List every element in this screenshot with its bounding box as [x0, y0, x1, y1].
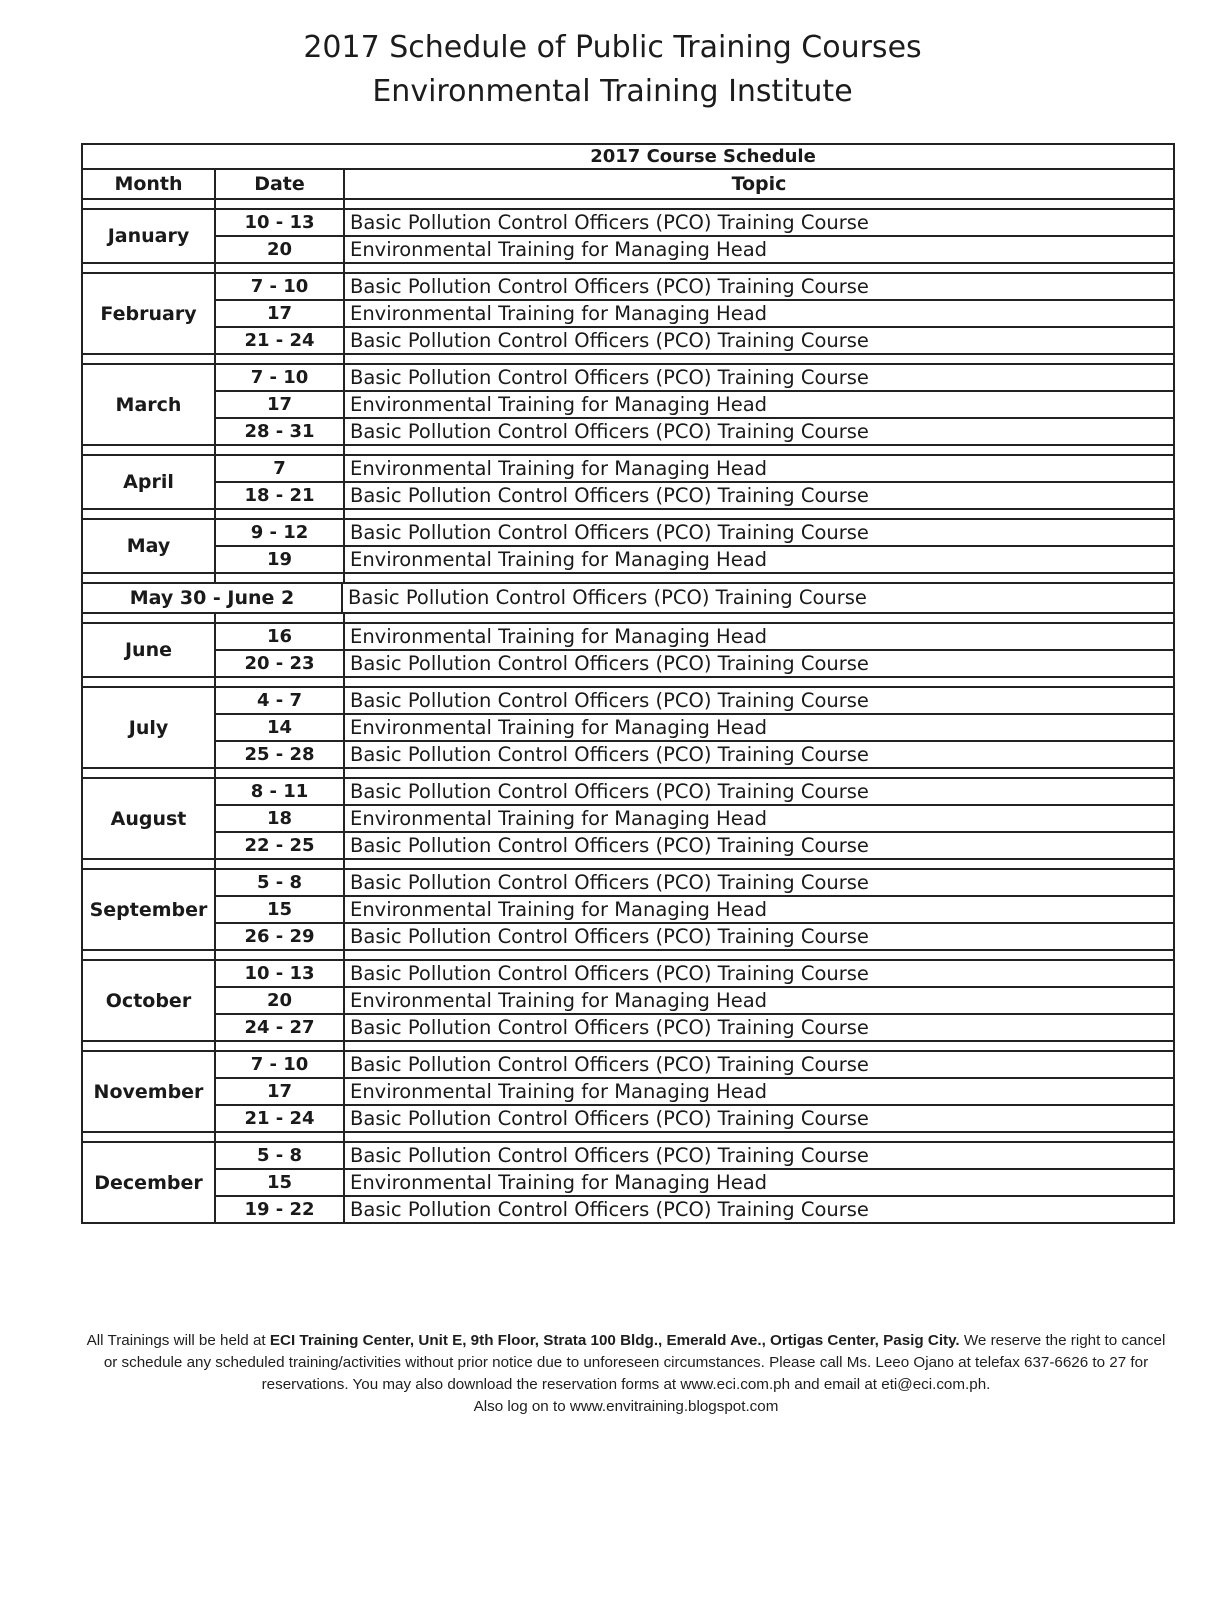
topic-cell: Basic Pollution Control Officers (PCO) Training Course [350, 420, 869, 443]
month-block [83, 779, 1173, 860]
month-block [83, 456, 1173, 510]
spacer-cell [83, 769, 216, 777]
spacer-row [83, 510, 1173, 520]
date-cell: 28 - 31 [216, 419, 345, 444]
spacer-cell [83, 678, 216, 686]
month-rows [216, 520, 1173, 572]
spacer-cell [345, 574, 1173, 582]
table-row [216, 897, 1173, 924]
date-cell: 21 - 24 [216, 1106, 345, 1131]
topic-cell: Basic Pollution Control Officers (PCO) Training Course [350, 1016, 869, 1039]
topic-cell: Environmental Training for Managing Head [350, 393, 768, 416]
topic-cell: Basic Pollution Control Officers (PCO) Training Course [350, 275, 869, 298]
spacer-cell [216, 510, 345, 518]
month-rows [216, 1143, 1173, 1222]
date-cell: 15 [216, 1170, 345, 1195]
spacer-cell [216, 1133, 345, 1141]
table-row [216, 237, 1173, 262]
date-cell: 10 - 13 [216, 210, 345, 235]
table-row [216, 520, 1173, 547]
date-cell: 8 - 11 [216, 779, 345, 804]
date-cell: 7 - 10 [216, 274, 345, 299]
spacer-row [83, 614, 1173, 624]
table-row [216, 328, 1173, 353]
spacer-cell [345, 355, 1173, 363]
month-block [83, 961, 1173, 1042]
topic-cell: Basic Pollution Control Officers (PCO) Training Course [350, 521, 869, 544]
table-row [216, 365, 1173, 392]
page-title: 2017 Schedule of Public Training Courses [303, 30, 922, 65]
table-row [216, 988, 1173, 1015]
topic-cell: Environmental Training for Managing Head [350, 898, 768, 921]
spacer-cell [345, 1042, 1173, 1050]
spacer-cell [216, 355, 345, 363]
topic-cell: Basic Pollution Control Officers (PCO) Training Course [350, 366, 869, 389]
topic-cell: Basic Pollution Control Officers (PCO) Training Course [350, 1198, 869, 1221]
month-rows [216, 688, 1173, 767]
month-rows [216, 1052, 1173, 1131]
table-row [216, 924, 1173, 949]
spacer-row [83, 1133, 1173, 1143]
topic-cell: Basic Pollution Control Officers (PCO) Training Course [350, 834, 869, 857]
spacer-row [83, 860, 1173, 870]
spacer-cell [345, 264, 1173, 272]
spacer-cell [83, 614, 216, 622]
month-block [83, 210, 1173, 264]
table-row [216, 1052, 1173, 1079]
month-rows [216, 274, 1173, 353]
topic-cell: Environmental Training for Managing Head [350, 1171, 768, 1194]
topic-cell: Environmental Training for Managing Head [350, 989, 768, 1012]
month-block [83, 688, 1173, 769]
date-cell: 7 - 10 [216, 1052, 345, 1077]
topic-cell: Basic Pollution Control Officers (PCO) Training Course [350, 1053, 869, 1076]
spacer-row [83, 951, 1173, 961]
month-block [83, 624, 1173, 678]
column-header-date: Date [216, 170, 345, 198]
spacer-cell [83, 574, 216, 582]
table-row [216, 1079, 1173, 1106]
table-row [216, 715, 1173, 742]
spacer-cell [83, 1133, 216, 1141]
month-rows [216, 624, 1173, 676]
spacer-row [83, 355, 1173, 365]
month-label: February [83, 274, 216, 353]
month-label: October [83, 961, 216, 1040]
spacer-row [83, 574, 1173, 584]
spacer-row [83, 769, 1173, 779]
table-row [216, 779, 1173, 806]
topic-cell: Basic Pollution Control Officers (PCO) Training Course [350, 211, 869, 234]
spacer-row [83, 678, 1173, 688]
topic-cell: Basic Pollution Control Officers (PCO) Training Course [348, 586, 867, 609]
date-cell: 4 - 7 [216, 688, 345, 713]
month-label: March [83, 365, 216, 444]
spacer-cell [83, 200, 216, 208]
spacer-cell [83, 951, 216, 959]
table-row [216, 419, 1173, 444]
schedule-table [81, 143, 1175, 1224]
table-row [216, 547, 1173, 572]
month-label: April [83, 456, 216, 508]
spacer-cell [345, 200, 1173, 208]
topic-cell: Environmental Training for Managing Head [350, 625, 768, 648]
date-cell: 17 [216, 301, 345, 326]
topic-cell: Environmental Training for Managing Head [350, 238, 768, 261]
topic-cell: Basic Pollution Control Officers (PCO) Training Course [350, 484, 869, 507]
table-caption: 2017 Course Schedule [83, 145, 1173, 170]
date-cell: 16 [216, 624, 345, 649]
spacer-cell [83, 264, 216, 272]
date-cell: 17 [216, 392, 345, 417]
date-cell: 7 [216, 456, 345, 481]
table-row [216, 1143, 1173, 1170]
month-rows [216, 210, 1173, 262]
date-cell: 19 [216, 547, 345, 572]
month-label: September [83, 870, 216, 949]
topic-cell: Basic Pollution Control Officers (PCO) Training Course [350, 925, 869, 948]
topic-cell: Basic Pollution Control Officers (PCO) Training Course [350, 780, 869, 803]
table-row [216, 870, 1173, 897]
spacer-cell [345, 1133, 1173, 1141]
topic-cell: Basic Pollution Control Officers (PCO) Training Course [350, 1144, 869, 1167]
month-rows [216, 870, 1173, 949]
date-cell: 5 - 8 [216, 1143, 345, 1168]
spacer-cell [216, 574, 345, 582]
table-row [216, 624, 1173, 651]
spacer-cell [216, 446, 345, 454]
topic-cell: Environmental Training for Managing Head [350, 457, 768, 480]
spacer-cell [345, 678, 1173, 686]
spacer-cell [216, 1042, 345, 1050]
topic-cell: Basic Pollution Control Officers (PCO) Training Course [350, 871, 869, 894]
topic-cell: Environmental Training for Managing Head [350, 548, 768, 571]
spacer-cell [345, 860, 1173, 868]
month-block [83, 520, 1173, 574]
table-body [83, 200, 1173, 1222]
date-cell: 20 [216, 988, 345, 1013]
topic-cell: Environmental Training for Managing Head [350, 302, 768, 325]
footer-venue: ECI Training Center, Unit E, 9th Floor, Strata 100 Bldg., Emerald Ave., Ortigas Center, Pasig City. [269, 1332, 960, 1349]
column-header-month: Month [83, 170, 216, 198]
date-cell: 10 - 13 [216, 961, 345, 986]
spacer-cell [83, 446, 216, 454]
spacer-cell [216, 614, 345, 622]
footer-last-line: Also log on to www.envitraining.blogspot.com [473, 1398, 779, 1415]
month-label: August [83, 779, 216, 858]
spacer-cell [345, 769, 1173, 777]
spacer-cell [216, 860, 345, 868]
table-row [216, 1106, 1173, 1131]
date-cell: 20 - 23 [216, 651, 345, 676]
month-label: May [83, 520, 216, 572]
date-cell: 17 [216, 1079, 345, 1104]
date-cell: 18 [216, 806, 345, 831]
topic-cell: Basic Pollution Control Officers (PCO) Training Course [350, 689, 869, 712]
topic-cell: Basic Pollution Control Officers (PCO) Training Course [350, 329, 869, 352]
spacer-cell [345, 951, 1173, 959]
footer-prefix: All Trainings will be held at [86, 1332, 270, 1349]
table-row [216, 833, 1173, 858]
spacer-cell [83, 510, 216, 518]
topic-cell: Basic Pollution Control Officers (PCO) Training Course [350, 652, 869, 675]
month-block [83, 1143, 1173, 1222]
spacer-cell [83, 860, 216, 868]
spacer-row [83, 446, 1173, 456]
month-label: July [83, 688, 216, 767]
month-block [83, 365, 1173, 446]
table-row [216, 210, 1173, 237]
date-cell: 21 - 24 [216, 328, 345, 353]
table-row [216, 274, 1173, 301]
month-rows [216, 365, 1173, 444]
spacer-cell [345, 614, 1173, 622]
topic-cell: Basic Pollution Control Officers (PCO) Training Course [350, 743, 869, 766]
topic-cell: Basic Pollution Control Officers (PCO) Training Course [350, 962, 869, 985]
date-cell: 9 - 12 [216, 520, 345, 545]
topic-cell: Basic Pollution Control Officers (PCO) Training Course [350, 1107, 869, 1130]
spacer-cell [83, 1042, 216, 1050]
month-rows [216, 779, 1173, 858]
table-row [216, 456, 1173, 483]
spacer-row [83, 1042, 1173, 1052]
spacer-cell [216, 200, 345, 208]
column-header-topic: Topic [731, 173, 787, 195]
table-row [216, 483, 1173, 508]
topic-cell: Environmental Training for Managing Head [350, 716, 768, 739]
table-row [216, 742, 1173, 767]
table-row [216, 392, 1173, 419]
date-cell: 15 [216, 897, 345, 922]
spacer-cell [216, 264, 345, 272]
month-label: June [83, 624, 216, 676]
table-row [216, 1197, 1173, 1222]
month-block [83, 1052, 1173, 1133]
page-subtitle: Environmental Training Institute [372, 74, 853, 109]
table-row [216, 688, 1173, 715]
date-span-cell: May 30 - June 2 [83, 584, 343, 612]
topic-cell: Environmental Training for Managing Head [350, 1080, 768, 1103]
table-row [216, 301, 1173, 328]
month-label: December [83, 1143, 216, 1222]
date-cell: 25 - 28 [216, 742, 345, 767]
month-rows [216, 456, 1173, 508]
date-cell: 20 [216, 237, 345, 262]
date-cell: 18 - 21 [216, 483, 345, 508]
table-row [216, 1015, 1173, 1040]
spacer-cell [216, 951, 345, 959]
table-row-span [83, 584, 1173, 614]
month-rows [216, 961, 1173, 1040]
date-cell: 14 [216, 715, 345, 740]
table-row [216, 961, 1173, 988]
spacer-cell [345, 446, 1173, 454]
date-cell: 19 - 22 [216, 1197, 345, 1222]
spacer-cell [216, 678, 345, 686]
spacer-row [83, 200, 1173, 210]
date-cell: 22 - 25 [216, 833, 345, 858]
table-row [216, 651, 1173, 676]
date-cell: 26 - 29 [216, 924, 345, 949]
month-label: November [83, 1052, 216, 1131]
table-header [83, 170, 1173, 200]
date-cell: 5 - 8 [216, 870, 345, 895]
footer-note [86, 1330, 1166, 1418]
month-label: January [83, 210, 216, 262]
month-block [83, 870, 1173, 951]
table-row [216, 1170, 1173, 1197]
topic-cell: Environmental Training for Managing Head [350, 807, 768, 830]
spacer-row [83, 264, 1173, 274]
footer-body: We reserve the right to cancel or schedule any scheduled training/activities without prior notice due to unforeseen circumstances. Please call Ms. Leeo Ojano at telefax 637-6626 to 27 for reservations. You may also download the reservation forms at www.eci.com.ph and email at eti@eci.com.ph. [103, 1332, 1166, 1393]
table-row [216, 806, 1173, 833]
spacer-cell [83, 355, 216, 363]
spacer-cell [345, 510, 1173, 518]
spacer-cell [216, 769, 345, 777]
date-cell: 24 - 27 [216, 1015, 345, 1040]
date-cell: 7 - 10 [216, 365, 345, 390]
month-block [83, 274, 1173, 355]
